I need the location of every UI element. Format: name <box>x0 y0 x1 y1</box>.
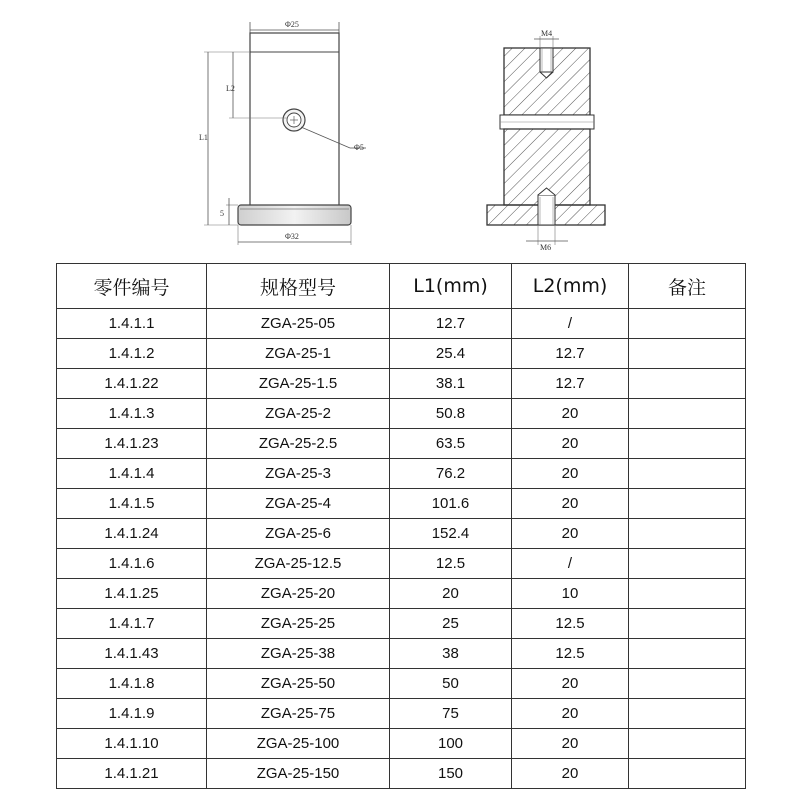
cell-l2: 12.7 <box>512 339 629 369</box>
cell-remark <box>629 429 746 459</box>
cell-l2: 20 <box>512 729 629 759</box>
cell-part-no: 1.4.1.10 <box>57 729 207 759</box>
cell-model: ZGA-25-2 <box>207 399 390 429</box>
cell-l1: 25 <box>390 609 512 639</box>
header-l2: L2(mm) <box>512 264 629 309</box>
table-row <box>57 429 746 459</box>
cell-l2: 20 <box>512 429 629 459</box>
table-row <box>57 549 746 579</box>
cell-remark <box>629 399 746 429</box>
cell-remark <box>629 489 746 519</box>
base-diameter-label: Φ32 <box>285 232 299 241</box>
cell-l2: 20 <box>512 759 629 789</box>
cell-l2: 12.7 <box>512 369 629 399</box>
cell-l2: 20 <box>512 699 629 729</box>
header-model: 规格型号 <box>207 264 390 309</box>
cell-part-no: 1.4.1.5 <box>57 489 207 519</box>
base-flange <box>238 205 351 225</box>
cell-l2: 20 <box>512 489 629 519</box>
cell-l2: 10 <box>512 579 629 609</box>
cell-remark <box>629 729 746 759</box>
table-row <box>57 729 746 759</box>
top-thread-label: M4 <box>541 29 553 38</box>
cell-remark <box>629 579 746 609</box>
cell-l2: 20 <box>512 519 629 549</box>
technical-drawing <box>0 0 800 262</box>
table-row <box>57 699 746 729</box>
cell-part-no: 1.4.1.21 <box>57 759 207 789</box>
cell-model: ZGA-25-150 <box>207 759 390 789</box>
header-part-no: 零件编号 <box>57 264 207 309</box>
l1-label: L1 <box>199 133 208 142</box>
table-header-row <box>57 264 746 309</box>
cell-part-no: 1.4.1.1 <box>57 309 207 339</box>
table-row <box>57 669 746 699</box>
cell-l2: 12.5 <box>512 609 629 639</box>
table-row <box>57 399 746 429</box>
table-row <box>57 369 746 399</box>
cell-model: ZGA-25-12.5 <box>207 549 390 579</box>
cell-remark <box>629 609 746 639</box>
cell-l1: 75 <box>390 699 512 729</box>
cell-l1: 101.6 <box>390 489 512 519</box>
table-row <box>57 309 746 339</box>
cell-model: ZGA-25-38 <box>207 639 390 669</box>
cell-l2: 20 <box>512 669 629 699</box>
l2-label: L2 <box>226 84 235 93</box>
cell-l1: 150 <box>390 759 512 789</box>
cell-l1: 38.1 <box>390 369 512 399</box>
cell-l1: 100 <box>390 729 512 759</box>
table-row <box>57 759 746 789</box>
cell-part-no: 1.4.1.3 <box>57 399 207 429</box>
cell-l1: 20 <box>390 579 512 609</box>
cell-model: ZGA-25-05 <box>207 309 390 339</box>
table-row <box>57 519 746 549</box>
cell-part-no: 1.4.1.7 <box>57 609 207 639</box>
table-row <box>57 489 746 519</box>
cell-model: ZGA-25-20 <box>207 579 390 609</box>
base-height-label: 5 <box>220 209 224 218</box>
cell-l1: 12.5 <box>390 549 512 579</box>
drawing-svg <box>0 0 800 262</box>
cell-l2: 20 <box>512 459 629 489</box>
cell-part-no: 1.4.1.6 <box>57 549 207 579</box>
table-row <box>57 639 746 669</box>
cell-part-no: 1.4.1.9 <box>57 699 207 729</box>
table-row <box>57 579 746 609</box>
cell-remark <box>629 459 746 489</box>
cell-part-no: 1.4.1.24 <box>57 519 207 549</box>
right-view <box>487 29 605 252</box>
cell-l1: 38 <box>390 639 512 669</box>
cell-model: ZGA-25-6 <box>207 519 390 549</box>
cell-l2: / <box>512 549 629 579</box>
cell-remark <box>629 519 746 549</box>
cell-remark <box>629 639 746 669</box>
cell-l2: / <box>512 309 629 339</box>
cell-part-no: 1.4.1.43 <box>57 639 207 669</box>
cell-model: ZGA-25-25 <box>207 609 390 639</box>
cell-remark <box>629 309 746 339</box>
hole-diameter-label: Φ5 <box>354 143 364 152</box>
table-row <box>57 459 746 489</box>
cell-part-no: 1.4.1.22 <box>57 369 207 399</box>
bottom-thread-label: M6 <box>540 243 552 252</box>
cell-remark <box>629 369 746 399</box>
cell-model: ZGA-25-4 <box>207 489 390 519</box>
cell-part-no: 1.4.1.8 <box>57 669 207 699</box>
cell-l2: 12.5 <box>512 639 629 669</box>
table-row <box>57 339 746 369</box>
cell-l1: 50 <box>390 669 512 699</box>
cell-part-no: 1.4.1.23 <box>57 429 207 459</box>
cell-model: ZGA-25-100 <box>207 729 390 759</box>
cell-remark <box>629 759 746 789</box>
cell-model: ZGA-25-50 <box>207 669 390 699</box>
cell-l1: 12.7 <box>390 309 512 339</box>
left-view <box>199 20 366 245</box>
cell-part-no: 1.4.1.2 <box>57 339 207 369</box>
cell-model: ZGA-25-75 <box>207 699 390 729</box>
table-body <box>57 309 746 789</box>
cell-model: ZGA-25-1 <box>207 339 390 369</box>
cell-l2: 20 <box>512 399 629 429</box>
header-l1: L1(mm) <box>390 264 512 309</box>
cell-l1: 25.4 <box>390 339 512 369</box>
top-diameter-label: Φ25 <box>285 20 299 29</box>
cell-model: ZGA-25-3 <box>207 459 390 489</box>
cell-l1: 50.8 <box>390 399 512 429</box>
table-row <box>57 609 746 639</box>
cell-model: ZGA-25-1.5 <box>207 369 390 399</box>
cell-remark <box>629 699 746 729</box>
cell-model: ZGA-25-2.5 <box>207 429 390 459</box>
cell-part-no: 1.4.1.4 <box>57 459 207 489</box>
cell-remark <box>629 339 746 369</box>
spec-table <box>56 263 746 789</box>
cell-part-no: 1.4.1.25 <box>57 579 207 609</box>
cell-l1: 76.2 <box>390 459 512 489</box>
cell-remark <box>629 669 746 699</box>
header-remark: 备注 <box>629 264 746 309</box>
cell-l1: 63.5 <box>390 429 512 459</box>
cell-remark <box>629 549 746 579</box>
cell-l1: 152.4 <box>390 519 512 549</box>
